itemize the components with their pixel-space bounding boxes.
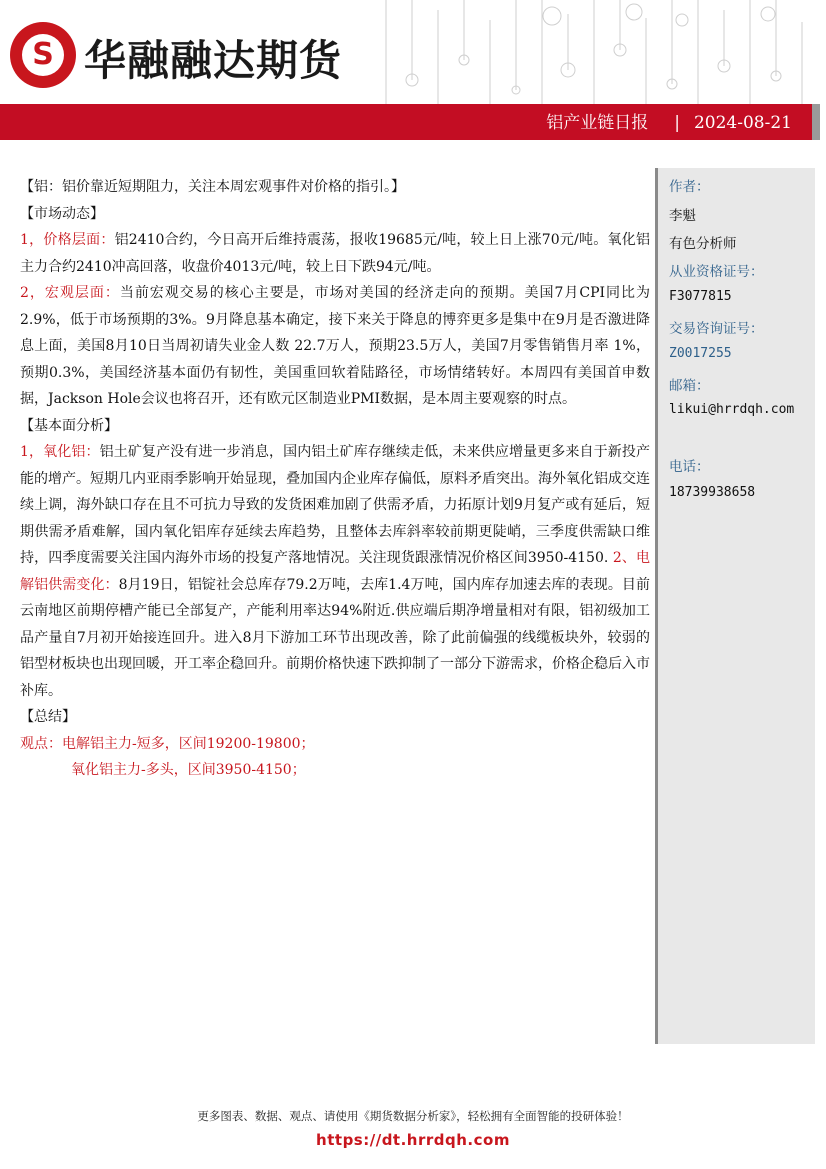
view-electrolytic: 电解铝主力-短多，区间19200-19800； (62, 735, 315, 752)
macro-label: 2，宏观层面： (20, 285, 120, 301)
fundamental-paragraph (20, 439, 650, 704)
view-label: 观点： (20, 735, 62, 752)
headline: 【铝：铝价靠近短期阻力，关注本周宏观事件对价格的指引。】 (20, 179, 405, 195)
macro-text: 当前宏观交易的核心主要是，市场对美国的经济走向的预期。美国7月CPI同比为2.9%，低于市场预期的3%。9月降息基本确定，接下来关于降息的博弈更多是集中在9月是否激进降息上面，美国8月10日当周初请失业金人数 22.7万人，预期23.5万人，美国7月零售销售月率 1%，预期0.3%，美国经济基本面仍有韧性，美国重回软着陆路径，市场情绪转好。本周四有美国首申数据，Jackson Hole会议也将召开，还有欧元区制造业PMI数据，是本周主要观察的时点。 (20, 285, 650, 407)
electrolytic-text: 8月19日，铝锭社会总库存79.2万吨，去库1.4万吨，国内库存加速去库的表现。目前云南地区前期停槽产能已全部复产，产能利用率达94%附近.供应端后期净增量相对有限，铝初级加工品产量自7月初开始接连回升。进入8月下游加工环节出现改善，除了此前偏强的线缆板块外，较弱的铝型材板块也出现回暖，开工率企稳回升。前期价格快速下跌抑制了一部分下游需求，价格企稳后入市补库。 (20, 576, 651, 699)
title-bar-shadow (812, 104, 820, 140)
report-body (20, 174, 650, 784)
qualification-number: F3077815 (669, 289, 732, 304)
author-title: 有色分析师 (669, 236, 737, 252)
report-date: 2024-08-21 (693, 113, 792, 133)
decorative-lines-graphic (372, 0, 812, 104)
view-line-1 (20, 731, 650, 758)
alumina-label: 1，氧化铝： (20, 444, 100, 460)
price-text: 铝2410合约，今日高开后维持震荡，报收19685元/吨，较上日上涨70元/吨。氧化铝主力合约2410冲高回落，收盘价4013元/吨，较上日下跌94元/吨。 (20, 232, 650, 275)
sidebar-shadow (655, 168, 658, 1044)
footer-url-link[interactable]: https://dt.hrrdqh.com (316, 1131, 510, 1149)
consult-number: Z0017255 (669, 346, 732, 361)
title-separator: | (674, 113, 680, 133)
section-market-heading: 【市场动态】 (20, 205, 104, 222)
price-paragraph (20, 227, 650, 280)
view-alumina: 氧化铝主力-多头，区间3950-4150； (71, 762, 306, 778)
author-name: 李魁 (669, 208, 696, 224)
alumina-text: 铝土矿复产没有进一步消息，国内铝土矿库存继续走低，未来供应增量更多来自于新投产能的增产。短期几内亚雨季影响开始显现，叠加国内企业库存偏低，原料矛盾突出。海外氧化铝成交连续上调，海外缺口存在且不可抗力导致的发货困难加剧了供需矛盾，力拓原计划9月复产或有延后，短期供需矛盾难解，国内氧化铝库存延续去库趋势，且整体去库斜率较前期更陡峭，三季度供需缺口维持，四季度需要关注国内海外市场的投复产落地情况。关注现货跟涨情况价格区间3950-4150. (20, 444, 650, 566)
qualification-label: 从业资格证号： (669, 264, 764, 280)
consult-label: 交易咨询证号： (669, 321, 764, 337)
electrolytic-label: 2、电解铝供需变化： (20, 550, 650, 593)
report-header (0, 0, 826, 140)
section-fundamental-heading: 【基本面分析】 (20, 417, 118, 434)
email-label: 邮箱： (669, 378, 710, 394)
phone-label: 电话： (669, 459, 710, 475)
title-bar (0, 104, 812, 140)
author-label: 作者： (669, 179, 710, 195)
report-title: 铝产业链日报 (546, 113, 649, 133)
company-name: 华融融达期货 (84, 36, 343, 85)
footer-promo-text: 更多图表、数据、观点、请使用《期货数据分析家》，轻松拥有全面智能的投研体验！ (197, 1109, 629, 1123)
section-summary-heading: 【总结】 (20, 709, 76, 725)
price-label: 1，价格层面： (20, 232, 115, 248)
hrrd-logo-icon: S (10, 22, 76, 88)
phone-number: 18739938658 (669, 485, 756, 500)
email-address[interactable]: likui@hrrdqh.com (669, 402, 795, 417)
macro-paragraph (20, 280, 650, 413)
